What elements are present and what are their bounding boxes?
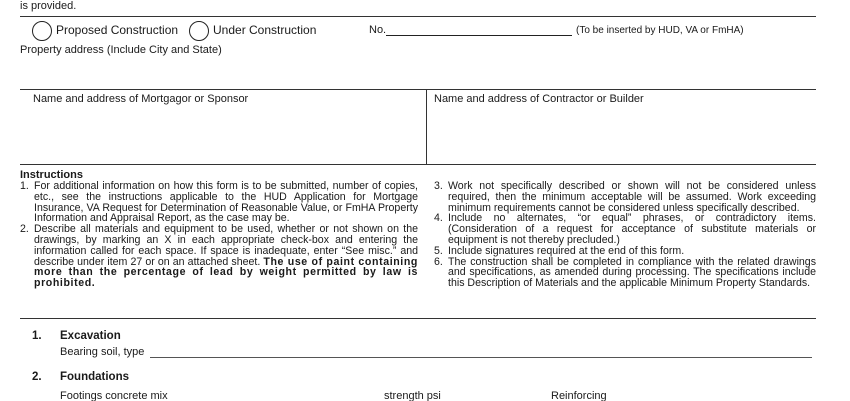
top-divider [20, 16, 816, 17]
strength-psi-label: strength psi [384, 390, 441, 401]
under-construction-radio[interactable] [189, 21, 209, 41]
mortgagor-label: Name and address of Mortgagor or Sponsor [33, 93, 249, 105]
instruction-item: 3. Work not specifically described or shown will not be considered unless required, then the minimum acceptable will be assumed. Work exceeding minimum requirements cannot be considered unless specifically described. [434, 180, 816, 214]
footings-mix-label: Footings concrete mix [60, 390, 168, 401]
case-number-note: (To be inserted by HUD, VA or FmHA) [576, 25, 744, 36]
case-number-field[interactable] [386, 35, 572, 36]
parties-bottom-divider [20, 164, 816, 165]
proposed-construction-label: Proposed Construction [56, 23, 179, 37]
instructions-bottom-divider [20, 318, 816, 319]
bearing-soil-label: Bearing soil, type [60, 346, 145, 358]
excavation-number: 1. [32, 330, 42, 342]
reinforcing-label: Reinforcing [551, 390, 607, 401]
instruction-item: 1. For additional information on how this form is to be submitted, number of copies, etc., see the instructions applicable to the HUD Application for Mortgage Insurance, VA Request for Determination of Reasonable Value, or FmHA Property Information and Appraisal Report, as the case may be. [20, 180, 418, 225]
contractor-field[interactable] [430, 107, 816, 162]
parties-divider [426, 89, 427, 164]
instructions-left-column [20, 181, 418, 289]
contractor-label: Name and address of Contractor or Builder [434, 93, 644, 105]
property-divider [20, 89, 816, 90]
foundations-title: Foundations [60, 371, 129, 383]
property-address-field[interactable] [20, 58, 816, 86]
excavation-title: Excavation [60, 330, 121, 342]
instruction-item: 4. Include no alternates, “or equal” phrases, or contradictory items. (Consideration of a request for acceptance of substitute materials or equipment is not thereby precluded.) [434, 212, 816, 246]
foundations-number: 2. [32, 371, 42, 383]
bearing-soil-field[interactable] [150, 357, 812, 358]
instructions-title: Instructions [20, 169, 83, 181]
under-construction-label: Under Construction [213, 23, 317, 37]
property-address-label: Property address (Include City and State) [20, 44, 222, 56]
intro-tail: is provided. [20, 0, 77, 12]
case-number-label: No. [369, 24, 387, 36]
mortgagor-field[interactable] [20, 107, 424, 162]
instructions-right-column [434, 181, 816, 289]
proposed-construction-radio[interactable] [32, 21, 52, 41]
instruction-item: 6. The construction shall be completed in compliance with the related drawings and specifications, as amended during processing. The specifications include this Description of Materials and the applicable Minimum Property Standards. [434, 255, 816, 290]
lead-paint-warning: The use of paint containing more than the percentage of lead by weight permitted by law is prohibited. [34, 255, 418, 290]
instruction-item: 2. Describe all materials and equipment to be used, whether or not shown on the drawings, by marking an X in each appropriate check-box and entering the information called for each space. If space is inadequate, enter “See misc.” and describe under item 27 or on an attached sheet. The use of paint containing more than the percentage of lead by weight permitted by law is prohibited. [20, 223, 418, 290]
instruction-item: 5. Include signatures required at the end of this form. [434, 244, 685, 257]
